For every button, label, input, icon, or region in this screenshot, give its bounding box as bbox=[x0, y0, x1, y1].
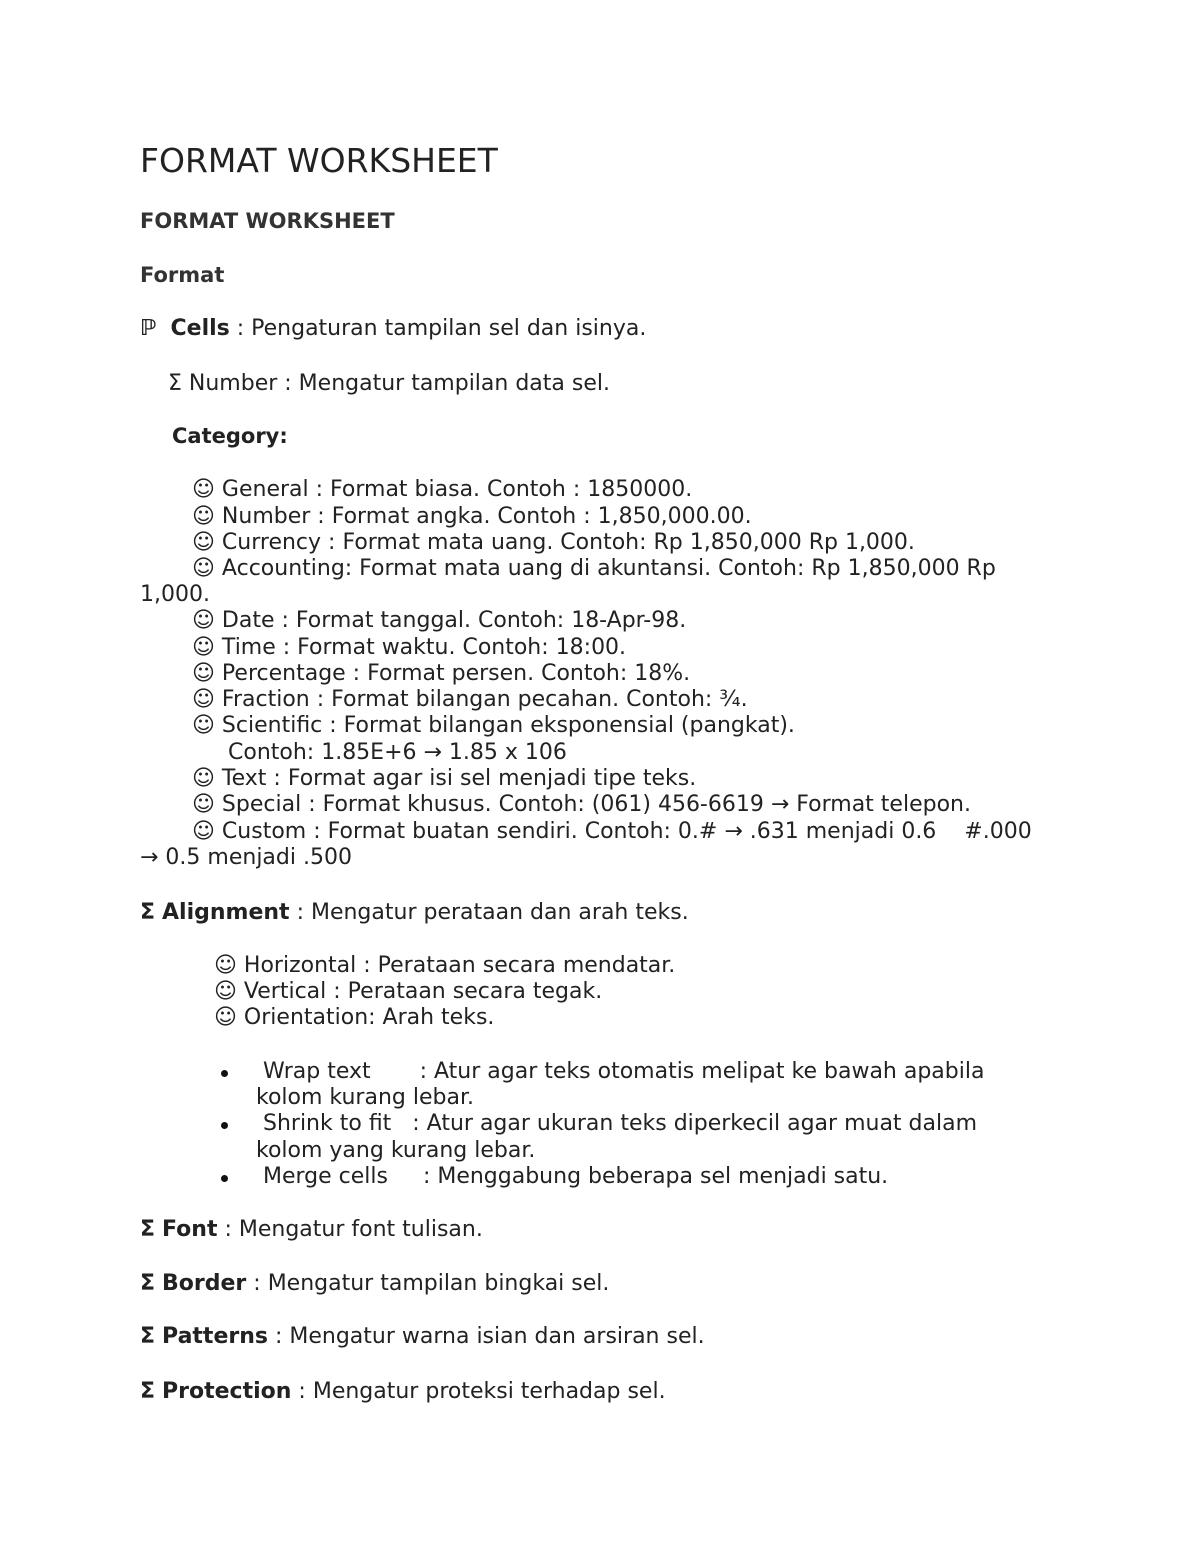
alignment-item-vertical: ☺ Vertical : Perataan secara tegak. bbox=[214, 979, 603, 1004]
category-item-fraction: ☺ Fraction : Format bilangan pecahan. Contoh: ¾. bbox=[192, 687, 748, 712]
category-item-scientific-example: Contoh: 1.85E+6 → 1.85 x 106 bbox=[228, 740, 567, 765]
smiley-icon: ☺ bbox=[192, 766, 215, 791]
cells-bullet-icon: ℙ bbox=[140, 316, 157, 341]
font-desc: : Mengatur font tulisan. bbox=[217, 1217, 483, 1242]
category-item-text: ☺ Text : Format agar isi sel menjadi tipe teks. bbox=[192, 766, 697, 791]
bullet-wrap-text-cont: kolom kurang lebar. bbox=[256, 1085, 474, 1110]
sigma-icon: Σ bbox=[140, 1271, 156, 1296]
number-desc: Number : Mengatur tampilan data sel. bbox=[181, 371, 610, 396]
bullet-icon bbox=[221, 1070, 228, 1077]
smiley-icon: ☺ bbox=[192, 504, 215, 529]
cells-label: Cells bbox=[170, 316, 230, 341]
alignment-line bbox=[140, 900, 689, 925]
category-label: Category: bbox=[172, 424, 288, 448]
border-line bbox=[140, 1271, 609, 1296]
category-item-special: ☺ Special : Format khusus. Contoh: (061) 456-6619 → Format telepon. bbox=[192, 792, 971, 817]
smiley-icon: ☺ bbox=[214, 1005, 237, 1030]
font-line bbox=[140, 1217, 483, 1242]
category-item-date: ☺ Date : Format tanggal. Contoh: 18-Apr-98. bbox=[192, 608, 687, 633]
sigma-icon: Σ bbox=[140, 1379, 156, 1404]
bullet-icon bbox=[221, 1122, 228, 1129]
font-label: Font bbox=[162, 1217, 218, 1242]
smiley-icon: ☺ bbox=[214, 953, 237, 978]
patterns-desc: : Mengatur warna isian dan arsiran sel. bbox=[267, 1324, 705, 1349]
smiley-icon: ☺ bbox=[192, 687, 215, 712]
sigma-icon: Σ bbox=[140, 1324, 156, 1349]
alignment-label: Alignment bbox=[162, 900, 290, 925]
category-item-custom-cont: → 0.5 menjadi .500 bbox=[140, 845, 352, 870]
bullet-shrink-to-fit-cont: kolom yang kurang lebar. bbox=[256, 1138, 536, 1163]
smiley-icon: ☺ bbox=[192, 530, 215, 555]
smiley-icon: ☺ bbox=[192, 556, 215, 581]
protection-line bbox=[140, 1379, 666, 1404]
category-item-time: ☺ Time : Format waktu. Contoh: 18:00. bbox=[192, 635, 627, 660]
document-title: FORMAT WORKSHEET bbox=[140, 141, 498, 180]
smiley-icon: ☺ bbox=[192, 661, 215, 686]
category-item-accounting: ☺ Accounting: Format mata uang di akuntansi. Contoh: Rp 1,850,000 Rp bbox=[192, 556, 996, 581]
category-item-percentage: ☺ Percentage : Format persen. Contoh: 18%. bbox=[192, 661, 691, 686]
patterns-line bbox=[140, 1324, 705, 1349]
category-item-custom: ☺ Custom : Format buatan sendiri. Contoh: 0.# → .631 menjadi 0.6 #.000 bbox=[192, 819, 1032, 844]
smiley-icon: ☺ bbox=[192, 477, 215, 502]
smiley-icon: ☺ bbox=[214, 979, 237, 1004]
smiley-icon: ☺ bbox=[192, 713, 215, 738]
cells-desc: : Pengaturan tampilan sel dan isinya. bbox=[229, 316, 647, 341]
protection-label: Protection bbox=[162, 1379, 292, 1404]
smiley-icon: ☺ bbox=[192, 635, 215, 660]
bullet-merge-cells: Merge cells : Menggabung beberapa sel menjadi satu. bbox=[256, 1164, 889, 1189]
smiley-icon: ☺ bbox=[192, 819, 215, 844]
category-item-scientific: ☺ Scientific : Format bilangan eksponensial (pangkat). bbox=[192, 713, 795, 738]
category-item-accounting-cont: 1,000. bbox=[140, 582, 210, 607]
category-item-number: ☺ Number : Format angka. Contoh : 1,850,000.00. bbox=[192, 504, 752, 529]
border-desc: : Mengatur tampilan bingkai sel. bbox=[246, 1271, 610, 1296]
border-label: Border bbox=[162, 1271, 247, 1296]
alignment-item-horizontal: ☺ Horizontal : Perataan secara mendatar. bbox=[214, 953, 676, 978]
sigma-icon: Σ bbox=[140, 900, 156, 925]
sigma-icon: Σ bbox=[168, 371, 182, 396]
cells-line bbox=[140, 316, 646, 341]
bullet-wrap-text: Wrap text : Atur agar teks otomatis melipat ke bawah apabila bbox=[256, 1059, 985, 1084]
section-heading: Format bbox=[140, 263, 225, 287]
alignment-desc: : Mengatur perataan dan arah teks. bbox=[289, 900, 689, 925]
sigma-icon: Σ bbox=[140, 1217, 156, 1242]
category-item-currency: ☺ Currency : Format mata uang. Contoh: Rp 1,850,000 Rp 1,000. bbox=[192, 530, 915, 555]
protection-desc: : Mengatur proteksi terhadap sel. bbox=[291, 1379, 666, 1404]
patterns-label: Patterns bbox=[162, 1324, 268, 1349]
category-item-general: ☺ General : Format biasa. Contoh : 1850000. bbox=[192, 477, 693, 502]
alignment-item-orientation: ☺ Orientation: Arah teks. bbox=[214, 1005, 495, 1030]
bullet-icon bbox=[221, 1175, 228, 1182]
bullet-shrink-to-fit: Shrink to fit : Atur agar ukuran teks diperkecil agar muat dalam bbox=[256, 1111, 978, 1136]
number-line bbox=[168, 371, 610, 396]
smiley-icon: ☺ bbox=[192, 792, 215, 817]
document-subtitle: FORMAT WORKSHEET bbox=[140, 209, 395, 233]
smiley-icon: ☺ bbox=[192, 608, 215, 633]
